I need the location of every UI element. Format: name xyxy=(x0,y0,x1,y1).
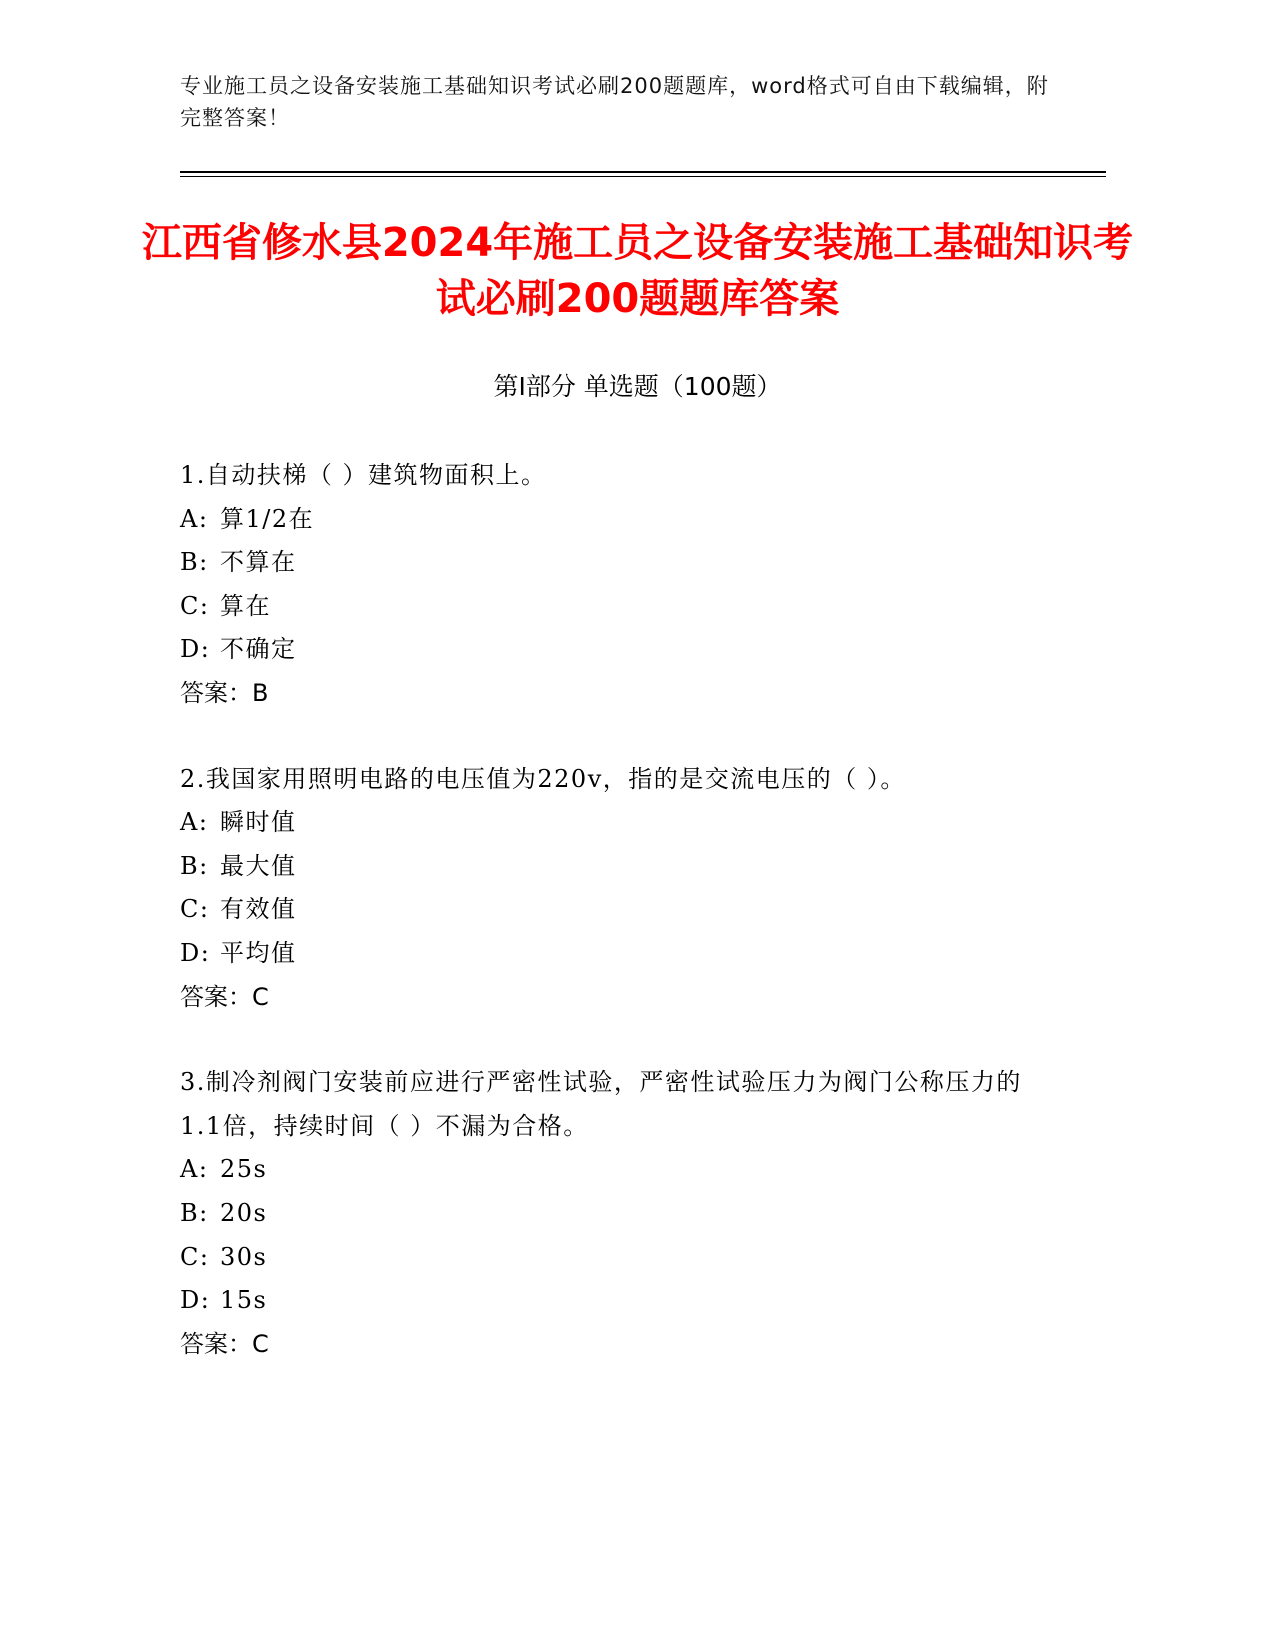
option-a xyxy=(180,801,1060,845)
option-text: 算1/2在 xyxy=(220,504,315,533)
question-3 xyxy=(180,1061,1060,1366)
option-text: 瞬时值 xyxy=(220,808,297,837)
option-text: 算在 xyxy=(220,591,271,620)
option-d xyxy=(180,932,1060,976)
option-key: B: xyxy=(180,1198,209,1227)
option-a xyxy=(180,1148,1060,1192)
option-c xyxy=(180,585,1060,629)
option-key: C: xyxy=(180,895,210,924)
option-b xyxy=(180,541,1060,585)
option-key: A: xyxy=(180,504,209,533)
option-b xyxy=(180,845,1060,889)
option-text: 不确定 xyxy=(220,635,297,664)
option-b xyxy=(180,1192,1060,1236)
option-key: D: xyxy=(180,635,211,664)
option-key: C: xyxy=(180,591,210,620)
option-d xyxy=(180,1279,1060,1323)
option-text: 不算在 xyxy=(220,548,297,577)
option-key: D: xyxy=(180,938,211,967)
option-a xyxy=(180,498,1060,542)
document-title: 江西省修水县2024年施工员之设备安装施工基础知识考试必刷200题题库答案 xyxy=(141,220,1134,322)
option-text: 20s xyxy=(220,1198,268,1227)
option-text: 有效值 xyxy=(220,895,297,924)
option-key: B: xyxy=(180,851,209,880)
question-stem: 1.自动扶梯（ ）建筑物面积上。 xyxy=(180,461,547,489)
option-text: 30s xyxy=(220,1242,268,1271)
header-divider-thick xyxy=(180,171,1106,173)
option-key: B: xyxy=(180,548,209,577)
option-c xyxy=(180,1236,1060,1280)
question-stem: 2.我国家用照明电路的电压值为220v，指的是交流电压的（ ）。 xyxy=(180,764,906,793)
option-key: A: xyxy=(180,808,209,837)
header-divider-thin xyxy=(180,176,1106,177)
question-list xyxy=(180,454,1060,1408)
header-note: 专业施工员之设备安装施工基础知识考试必刷200题题库，word格式可自由下载编辑，附完整答案！ xyxy=(180,74,1049,130)
answer-line: 答案：C xyxy=(180,982,269,1011)
option-text: 平均值 xyxy=(220,938,297,967)
answer-line: 答案：C xyxy=(180,1329,269,1358)
option-text: 15s xyxy=(220,1286,268,1315)
option-key: D: xyxy=(180,1286,211,1315)
option-text: 最大值 xyxy=(220,851,297,880)
answer-line: 答案：B xyxy=(180,678,269,707)
option-key: A: xyxy=(180,1155,209,1184)
option-text: 25s xyxy=(220,1155,268,1184)
question-1 xyxy=(180,454,1060,716)
option-key: C: xyxy=(180,1242,210,1271)
question-2 xyxy=(180,758,1060,1020)
option-c xyxy=(180,888,1060,932)
question-stem: 3.制冷剂阀门安装前应进行严密性试验，严密性试验压力为阀门公称压力的1.1倍，持续时间（ ）不漏为合格。 xyxy=(180,1068,1022,1140)
option-d xyxy=(180,628,1060,672)
section-title: 第Ⅰ部分 单选题（100题） xyxy=(493,372,782,401)
